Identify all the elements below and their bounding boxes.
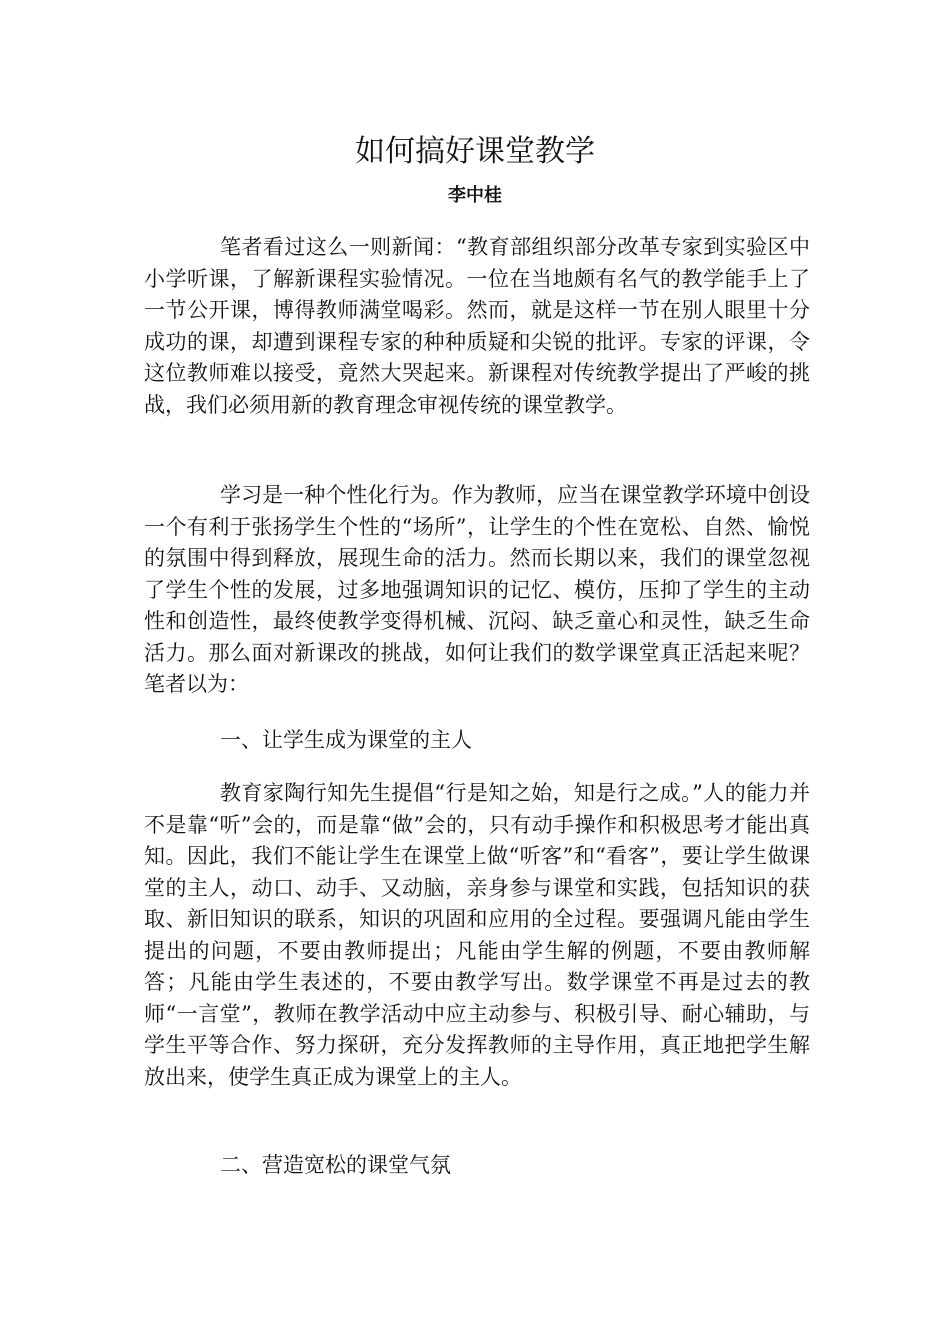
paragraph-intro: 笔者看过这么一则新闻：“教育部组织部分改革专家到实验区中小学听课，了解新课程实验情况。一位在当地颇有名气的教学能手上了一节公开课，博得教师满堂喝彩。然而，就是这样一节在别人眼里十分成功的课，却遭到课程专家的种种质疑和尖锐的批评。专家的评课，令这位教师难以接受，竟然大哭起来。新课程对传统教学提出了严峻的挑战，我们必须用新的教育理念审视传统的课堂教学。: [144, 235, 810, 417]
section-heading-2: 二、营造宽松的课堂气氛: [220, 1153, 451, 1177]
section-heading-1: 一、让学生成为课堂的主人: [220, 728, 472, 752]
document-title: 如何搞好课堂教学: [355, 134, 595, 170]
paragraph-learning: 学习是一种个性化行为。作为教师，应当在课堂教学环境中创设一个有利于张扬学生个性的“场所”，让学生的个性在宽松、自然、愉悦的氛围中得到释放，展现生命的活力。然而长期以来，我们的课堂忽视了学生个性的发展，过多地强调知识的记忆、模仿，压抑了学生的主动性和创造性，最终使教学变得机械、沉闷、缺乏童心和灵性，缺乏生命活力。那么面对新课改的挑战，如何让我们的数学课堂真正活起来呢？笔者以为：: [144, 483, 810, 696]
paragraph-section-1: 教育家陶行知先生提倡“行是知之始，知是行之成。”人的能力并不是靠“听”会的，而是靠“做”会的，只有动手操作和积极思考才能出真知。因此，我们不能让学生在课堂上做“听客”和“看客”，要让学生做课堂的主人，动口、动手、又动脑，亲身参与课堂和实践，包括知识的获取、新旧知识的联系，知识的巩固和应用的全过程。要强调凡能由学生提出的问题，不要由教师提出；凡能由学生解的例题，不要由教师解答；凡能由学生表述的，不要由教学写出。数学课堂不再是过去的教师“一言堂”，教师在教学活动中应主动参与、积极引导、耐心辅助，与学生平等合作、努力探研，充分发挥教师的主导作用，真正地把学生解放出来，使学生真正成为课堂上的主人。: [144, 781, 810, 1089]
author-name: 李中桂: [448, 185, 502, 206]
